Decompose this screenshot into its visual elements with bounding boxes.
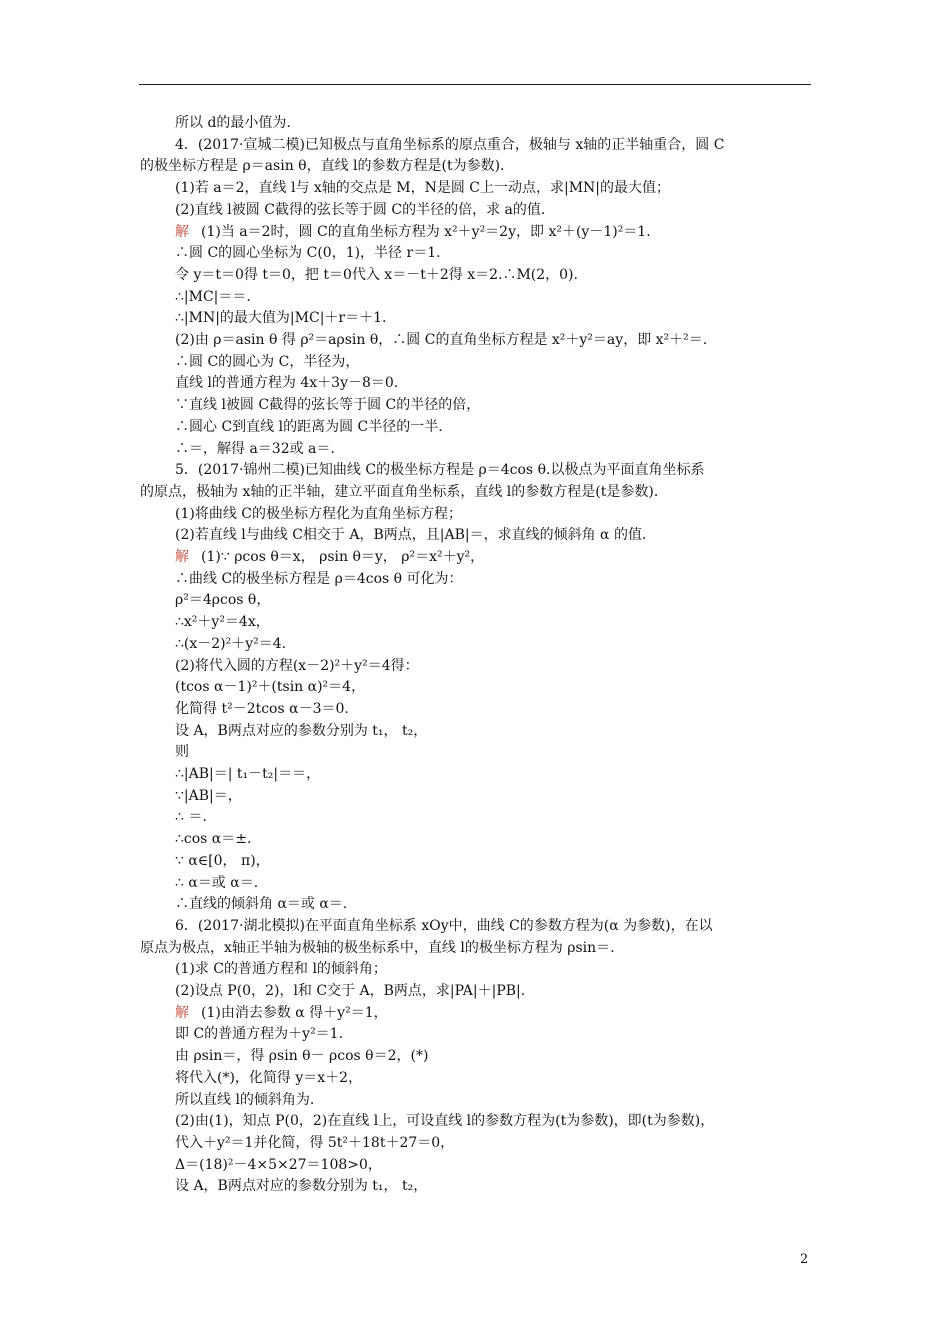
line-text: 直线 l的普通方程为 4x＋3y－8＝0. bbox=[175, 375, 399, 392]
text-line bbox=[175, 459, 704, 481]
text-line bbox=[175, 438, 335, 460]
line-text: ∴|MN|的最大值为|MC|＋r＝＋1. bbox=[175, 310, 387, 327]
line-text: ∴|AB|＝| t₁－t₂|＝＝， bbox=[175, 766, 321, 782]
line-text: 化简得 t²－2tcos α－3＝0. bbox=[175, 700, 349, 717]
text-line bbox=[175, 524, 656, 546]
text-line bbox=[175, 958, 387, 980]
line-text: (1)将曲线 C的极坐标方程化为直角坐标方程； bbox=[175, 505, 462, 522]
text-line bbox=[175, 1089, 314, 1111]
line-text: 的原点，极轴为 x轴的正半轴，建立平面直角坐标系，直线 l的参数方程是(t是参数)． bbox=[140, 483, 668, 500]
text-line bbox=[175, 698, 349, 720]
text-line bbox=[175, 199, 555, 221]
line-text: ∴曲线 C的极坐标方程是 ρ＝4cos θ 可化为： bbox=[175, 570, 463, 587]
line-text: 所以 d的最小值为. bbox=[175, 115, 291, 131]
header-rule bbox=[139, 84, 811, 85]
text-line bbox=[175, 134, 724, 156]
text-line bbox=[175, 1110, 714, 1132]
text-line bbox=[175, 416, 443, 438]
text-line bbox=[175, 264, 578, 286]
line-text: Δ＝(18)²－4×5×27＝108>0， bbox=[175, 1156, 382, 1173]
line-text: ∴|MC|＝＝. bbox=[175, 288, 251, 305]
page-number: 2 bbox=[800, 1252, 809, 1267]
text-line bbox=[175, 676, 365, 698]
line-text: ∴ α＝或 α＝. bbox=[175, 874, 259, 891]
text-line bbox=[175, 763, 320, 785]
line-text: ∵直线 l被圆 C截得的弦长等于圆 C的半径的倍， bbox=[175, 397, 481, 414]
solution-label: 解 bbox=[175, 223, 189, 240]
solution-label: 解 bbox=[175, 549, 189, 565]
text-line bbox=[175, 915, 713, 937]
line-text: 所以直线 l的倾斜角为. bbox=[175, 1091, 315, 1108]
text-line bbox=[175, 850, 270, 872]
text-line bbox=[175, 980, 525, 1002]
line-text: 由 ρsin＝，得 ρsin θ－ ρcos θ＝2，(*) bbox=[175, 1048, 429, 1065]
line-text: (2)直线 l被圆 C截得的弦长等于圆 C的半径的倍，求 a的值． bbox=[175, 201, 555, 218]
text-line bbox=[175, 568, 463, 590]
text-line bbox=[175, 329, 707, 351]
text-line bbox=[175, 1002, 388, 1024]
line-text: 令 y＝t＝0得 t＝0，把 t＝0代入 x＝－t＋2得 x＝2.∴M(2，0). bbox=[175, 266, 578, 283]
line-text: 设 A，B两点对应的参数分别为 t₁， t₂， bbox=[175, 1178, 428, 1195]
line-text: ∴ ＝. bbox=[175, 809, 207, 826]
line-text: (1)∵ ρcos θ＝x， ρsin θ＝y， ρ²＝x²＋y²， bbox=[201, 549, 485, 565]
text-line bbox=[175, 828, 251, 850]
text-line bbox=[175, 1045, 428, 1067]
text-line bbox=[175, 286, 251, 308]
text-line bbox=[175, 351, 359, 373]
text-line bbox=[140, 155, 514, 177]
text-line bbox=[175, 741, 189, 763]
text-line bbox=[175, 546, 484, 568]
line-text: ∴x²＋y²＝4x， bbox=[175, 614, 270, 631]
text-line bbox=[175, 1132, 454, 1154]
text-line bbox=[175, 893, 347, 915]
text-line bbox=[175, 611, 270, 633]
text-line bbox=[175, 177, 670, 199]
line-text: 设 A，B两点对应的参数分别为 t₁， t₂， bbox=[175, 722, 428, 739]
line-text: (2)将代入圆的方程(x－2)²＋y²＝4得： bbox=[175, 657, 419, 674]
line-text: 4．(2017·宣城二模)已知极点与直角坐标系的原点重合，极轴与 x轴的正半轴重合，圆 C bbox=[175, 136, 725, 153]
line-text: (2)若直线 l与曲线 C相交于 A，B两点，且|AB|＝，求直线的倾斜角 α 的值． bbox=[175, 527, 656, 544]
line-text: (2)由(1)，知点 P(0，2)在直线 l上，可设直线 l的参数方程为(t为参数)，即(t为参数)， bbox=[175, 1113, 715, 1130]
solution-label: 解 bbox=[175, 1004, 189, 1021]
line-text: ∴cos α＝±. bbox=[175, 831, 252, 848]
text-line bbox=[175, 806, 207, 828]
text-line bbox=[175, 589, 270, 611]
line-text: ∵|AB|＝， bbox=[175, 787, 242, 804]
text-line bbox=[175, 1175, 427, 1197]
line-text: ∴圆心 C到直线 l的距离为圆 C半径的一半. bbox=[175, 418, 443, 435]
text-line bbox=[175, 503, 462, 525]
text-line bbox=[175, 1067, 362, 1089]
line-text: 原点为极点，x轴正半轴为极轴的极坐标系中，直线 l的极坐标方程为 ρsin＝. bbox=[140, 939, 615, 956]
text-line bbox=[175, 112, 291, 134]
line-text: 将代入(*)，化简得 y＝x＋2， bbox=[175, 1069, 363, 1086]
line-text: ∴＝，解得 a＝32或 a＝. bbox=[175, 440, 335, 457]
line-text: (tcos α－1)²＋(tsin α)²＝4， bbox=[175, 679, 366, 696]
line-text: ∴圆 C的圆心坐标为 C(0，1)，半径 r＝1. bbox=[175, 245, 441, 262]
text-line bbox=[175, 394, 480, 416]
text-line bbox=[175, 655, 419, 677]
text-line bbox=[175, 633, 286, 655]
text-line bbox=[175, 372, 398, 394]
text-line bbox=[175, 307, 386, 329]
line-text: (2)设点 P(0，2)，l和 C交于 A，B两点，求|PA|＋|PB|. bbox=[175, 983, 526, 999]
line-text: (1)求 C的普通方程和 l的倾斜角； bbox=[175, 961, 387, 978]
text-line bbox=[175, 720, 427, 742]
text-line bbox=[175, 1154, 382, 1176]
line-text: ∵ α∈[0， π)， bbox=[175, 852, 270, 869]
line-text: (1)由消去参数 α 得＋y²＝1， bbox=[201, 1004, 388, 1021]
text-line bbox=[140, 481, 668, 503]
text-line bbox=[175, 1023, 343, 1045]
line-text: 的极坐标方程是 ρ＝asin θ，直线 l的参数方程是(t为参数)． bbox=[140, 158, 515, 175]
line-text: 即 C的普通方程为＋y²＝1. bbox=[175, 1026, 344, 1043]
text-line bbox=[175, 872, 258, 894]
text-line bbox=[175, 221, 651, 243]
line-text: 则 bbox=[175, 744, 189, 761]
line-text: ρ²＝4ρcos θ， bbox=[175, 592, 271, 609]
line-text: ∴直线的倾斜角 α＝或 α＝. bbox=[175, 896, 348, 913]
text-line bbox=[175, 242, 441, 264]
line-text: 代入＋y²＝1并化简，得 5t²＋18t＋27＝0， bbox=[175, 1134, 455, 1151]
line-text: 5．(2017·锦州二模)已知曲线 C的极坐标方程是 ρ＝4cos θ.以极点为平面直角坐标系 bbox=[175, 462, 705, 479]
text-line bbox=[175, 785, 242, 807]
text-line bbox=[140, 937, 615, 959]
line-text: 6．(2017·湖北模拟)在平面直角坐标系 xOy中，曲线 C的参数方程为(α 为参数)，在以 bbox=[175, 917, 713, 934]
line-text: (1)当 a＝2时，圆 C的直角坐标方程为 x²＋y²＝2y，即 x²＋(y－1)²＝1. bbox=[201, 223, 651, 240]
line-text: (2)由 ρ＝asin θ 得 ρ²＝aρsin θ，∴圆 C的直角坐标方程是 x²＋y²＝ay，即 x²＋²＝. bbox=[175, 332, 708, 348]
line-text: ∴圆 C的圆心为 C，半径为， bbox=[175, 353, 360, 370]
line-text: ∴(x－2)²＋y²＝4. bbox=[175, 635, 287, 652]
line-text: (1)若 a＝2，直线 l与 x轴的交点是 M，N是圆 C上一动点，求|MN|的最大值； bbox=[175, 180, 671, 197]
